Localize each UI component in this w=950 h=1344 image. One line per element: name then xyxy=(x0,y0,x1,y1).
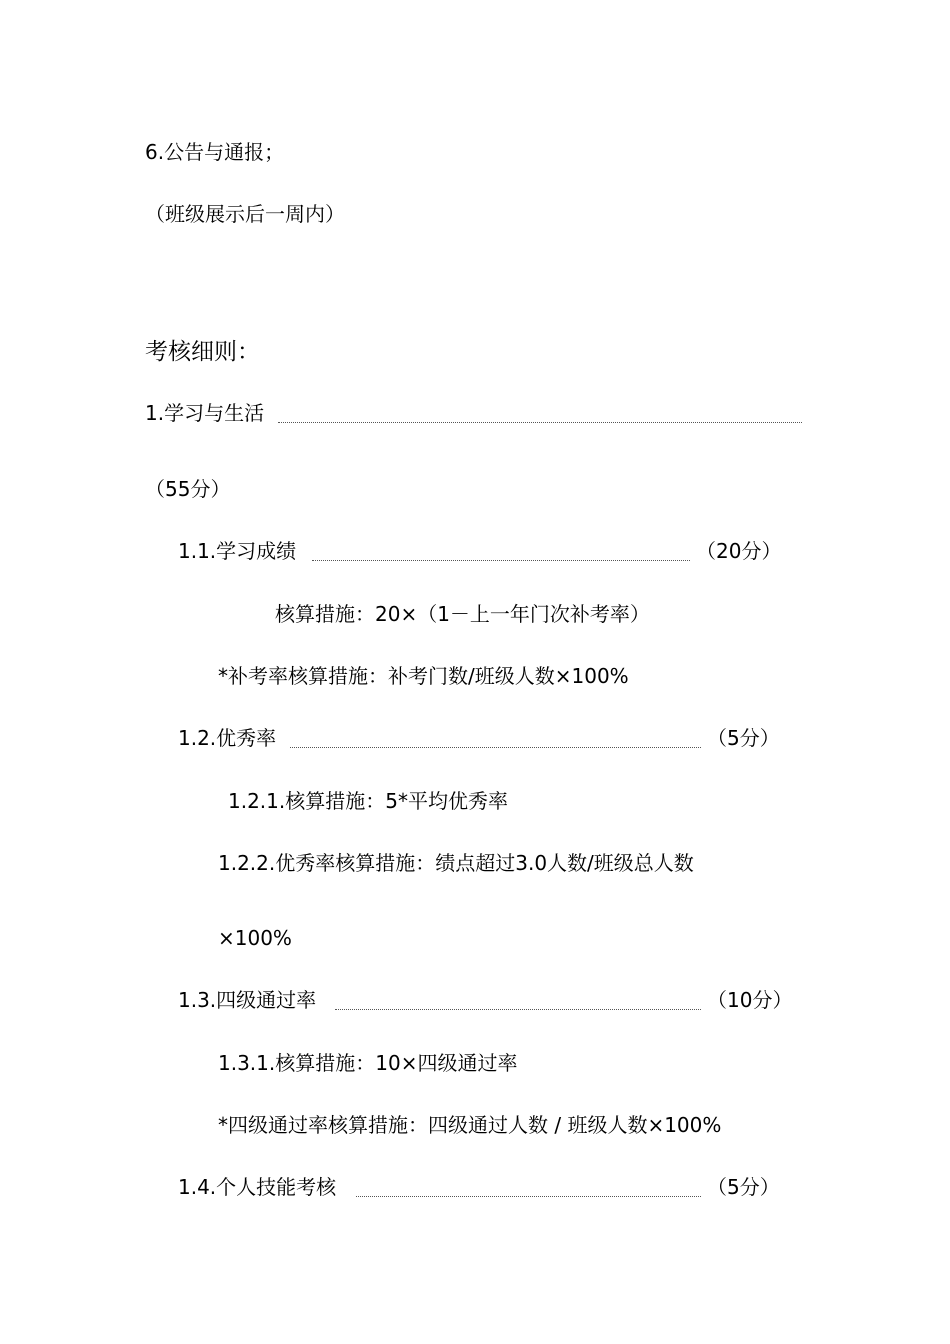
dotted-leader xyxy=(335,1009,701,1010)
subsection-1-3-1: 1.3.1.核算措施：10×四级通过率 xyxy=(218,1051,518,1075)
subsection-1-2-1: 1.2.1.核算措施：5*平均优秀率 xyxy=(228,789,508,813)
subsection-1-3-score: （10分） xyxy=(707,988,793,1012)
section-heading: 考核细则： xyxy=(145,339,260,365)
subsection-1-3-note: *四级通过率核算措施：四级通过人数 / 班级人数×100% xyxy=(218,1113,722,1137)
dotted-leader xyxy=(356,1196,701,1197)
subsection-1-4-title: 1.4.个人技能考核 xyxy=(178,1175,337,1199)
section-1-score: （55分） xyxy=(145,477,231,501)
subsection-1-3-title: 1.3.四级通过率 xyxy=(178,988,317,1012)
dotted-leader xyxy=(290,747,701,748)
subsection-1-2-title: 1.2.优秀率 xyxy=(178,726,277,750)
subsection-1-1-score: （20分） xyxy=(696,539,782,563)
subsection-1-1-measure: 核算措施：20×（1－上一年门次补考率） xyxy=(275,602,650,626)
subsection-1-2-score: （5分） xyxy=(707,726,780,750)
dotted-leader xyxy=(278,422,802,423)
announce-note: （班级展示后一周内） xyxy=(145,202,345,226)
subsection-1-2-2: 1.2.2.优秀率核算措施：绩点超过3.0人数/班级总人数 xyxy=(218,851,694,875)
subsection-1-1-note: *补考率核算措施：补考门数/班级人数×100% xyxy=(218,664,629,688)
announce-item: 6.公告与通报； xyxy=(145,140,285,164)
subsection-1-1-title: 1.1.学习成绩 xyxy=(178,539,297,563)
section-1-title: 1.学习与生活 xyxy=(145,401,265,425)
dotted-leader xyxy=(312,560,690,561)
subsection-1-2-2-continued: ×100% xyxy=(218,926,292,950)
subsection-1-4-score: （5分） xyxy=(707,1175,780,1199)
